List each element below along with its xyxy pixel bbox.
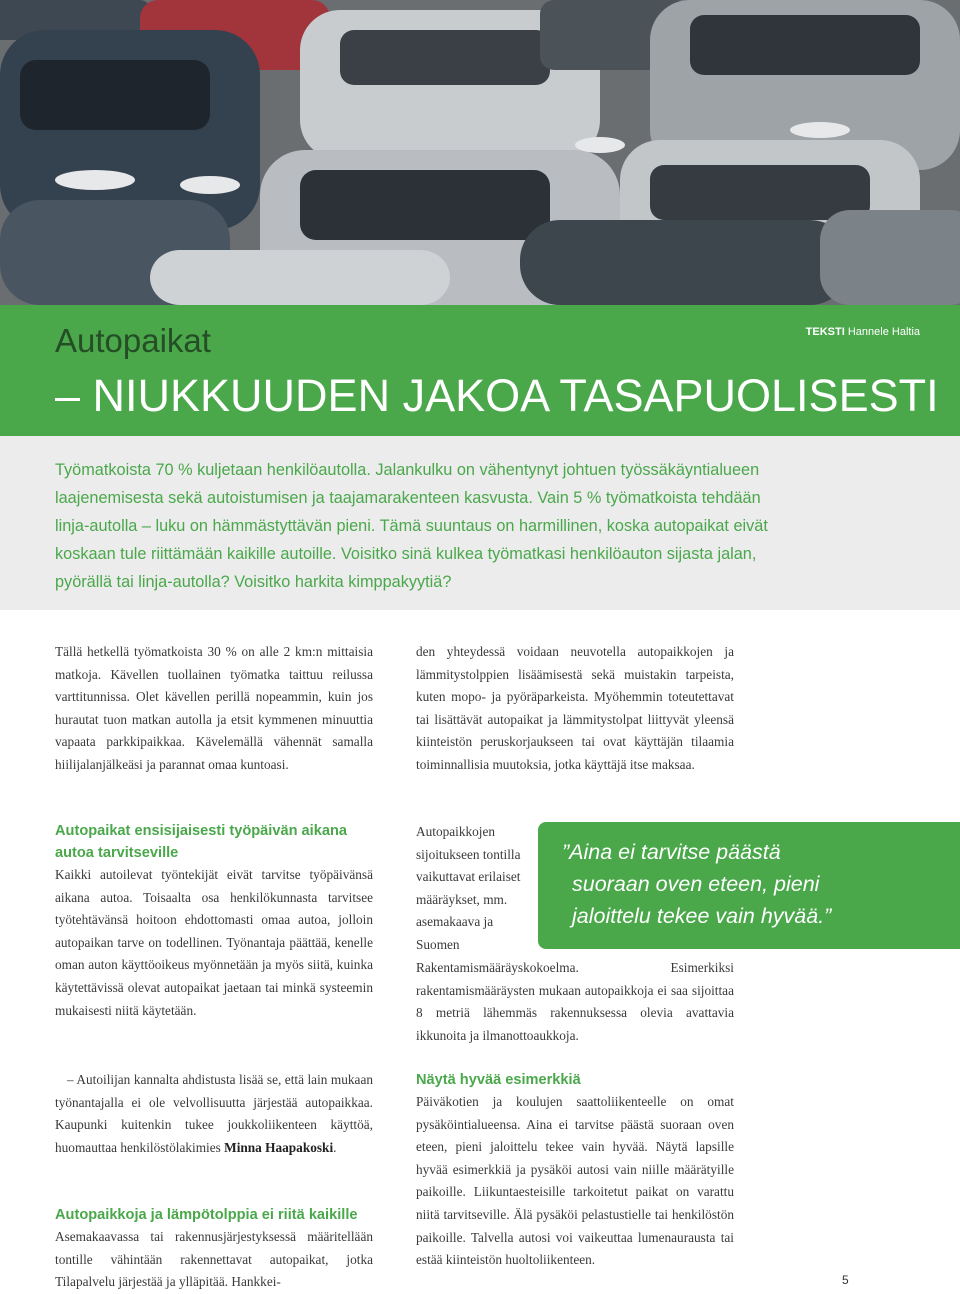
right-column-section: [416, 1069, 734, 1272]
article-kicker: Autopaikat: [55, 322, 211, 359]
body-paragraph: Asemakaavassa tai rakennusjärjestyksessä määritellään tontille vähintään rakennettavat autopaikat, jotka Tilapalvelu järjestää ja ylläpitää. Hankkei-: [55, 1229, 373, 1290]
right-column-narrow-text: [416, 821, 526, 957]
left-column-section-2: [55, 1204, 373, 1294]
body-paragraph: [55, 1069, 373, 1159]
right-column-wide-text: [416, 957, 734, 1047]
byline-label: TEKSTI: [805, 326, 845, 338]
body-text: – Autoilijan kannalta ahdistusta lisää se, että lain mukaan työnantajalla ei ole velvollisuutta järjestää autopaikkaa. Kaupunki kuitenkin tukee joukkoliikenteen käyttöä, huomauttaa henkilöstölakimies: [55, 1072, 373, 1155]
pull-quote-line: suoraan oven eteen, pieni: [572, 872, 820, 896]
byline: [806, 326, 920, 338]
section-heading: Näytä hyvää esimerkkiä: [416, 1072, 581, 1088]
body-paragraph: Autopaikkojen sijoitukseen tontilla vaikuttavat erilaiset määräykset, mm. asemakaava ja Suomen: [416, 824, 521, 952]
person-name: Minna Haapakoski: [224, 1139, 334, 1155]
pull-quote-line: jaloittelu tekee vain hyvää.”: [572, 904, 832, 928]
pull-quote: [538, 822, 960, 949]
byline-author: Hannele Haltia: [847, 326, 920, 338]
page-number: 5: [842, 1273, 849, 1287]
left-column-quote-paragraph: [55, 1069, 373, 1159]
left-column-section-1: [55, 820, 373, 1022]
body-paragraph: Tällä hetkellä työmatkoista 30 % on alle 2 km:n mittaisia matkoja. Kävellen tuollainen työmatka taittuu reilussa varttitunnissa. Olet kävellen perillä nopeammin, kuin jos hurautat tuon matkan autolla ja etsit kymmenen minuuttia vapaata parkkipaikkaa. Kävelemällä vähennät samalla hiilijalanjälkeäsi ja parannat omaa kuntoasi.: [55, 644, 373, 772]
body-paragraph: Kaikki autoilevat työntekijät eivät tarvitse työpäivänsä aikana autoa. Toisaalta osa henkilökunnasta tarvitsee työtehtävänsä hoitoon ehdottomasti omaa autoa, jolloin autopaikan tarve on todellinen. Työnantaja päättää, kenelle oman auton käyttöoikeus myönnetään ja myös siitä, kuinka käytettävissä olevat autopaikat jaetaan tai minkä systeemin mukaisesti niitä käytetään.: [55, 867, 373, 1018]
article-headline: – NIUKKUUDEN JAKOA TASAPUOLISESTI: [55, 370, 939, 421]
lead-box: [0, 436, 960, 610]
left-column-intro: [55, 641, 373, 777]
pull-quote-text: [562, 836, 942, 932]
body-paragraph: den yhteydessä voidaan neuvotella autopaikkojen ja lämmitystolppien lisäämisestä sekä muistakin tarpeista, kuten mopo- ja pyöräparkeista. Myöhemmin toteutettavat tai lisättävät autopaikat ja lämmitystolpat liittyvät yleensä kiinteistön peruskorjaukseen tai ovat käyttäjän tilaamia toiminnallisia muutoksia, jotka käyttäjä itse maksaa.: [416, 644, 734, 772]
pull-quote-line: ”Aina ei tarvitse päästä: [562, 840, 781, 864]
right-column-continuation: [416, 641, 734, 777]
body-paragraph: Rakentamismääräyskokoelma. Esimerkiksi rakentamismääräysten mukaan autopaikkoja ei saa sijoittaa 8 metriä lähemmäs rakennuksessa olevia avattavia ikkunoita ja ilmanottoaukkoja.: [416, 960, 734, 1043]
parking-lot-photo: [0, 0, 960, 305]
section-heading: Autopaikkoja ja lämpötolppia ei riitä kaikille: [55, 1207, 358, 1223]
body-paragraph: Päiväkotien ja koulujen saattoliikenteelle on omat pysäköintialueensa. Aina ei tarvitse päästä suoraan oven eteen, pieni jaloittelu tekee vain hyvää. Näytä lapsille hyvää esimerkkiä ja pysäköi autosi vain niille määrätyille paikoille. Liikuntaesteisille tarkoitetut paikat on varattu niitä tarvitseville. Älä pysäköi pelastustielle tai henkilöstön paikoille. Talvella autosi voi vaikeuttaa lumenaurausta tai estää kiinteistön huoltoliikenteen.: [416, 1094, 734, 1268]
section-heading: Autopaikat ensisijaisesti työpäivän aikana autoa tarvitseville: [55, 823, 347, 861]
lead-paragraph: Työmatkoista 70 % kuljetaan henkilöautolla. Jalankulku on vähentynyt johtuen työssäkäyntialueen laajenemisesta sekä autoistumisen ja taajamarakenteen kasvusta. Vain 5 % työmatkoista tehdään linja-autolla – luku on hämmästyttävän pieni. Tämä suuntaus on harmillinen, koska autopaikat eivät koskaan tule riittämään kaikille autoille. Voisitko sinä kulkea työmatkasi henkilöauton sijasta jalan, pyörällä tai linja-autolla? Voisitko harkita kimppakyytiä?: [55, 461, 768, 591]
body-text: .: [333, 1139, 337, 1155]
parking-lot-illustration: [0, 0, 960, 305]
